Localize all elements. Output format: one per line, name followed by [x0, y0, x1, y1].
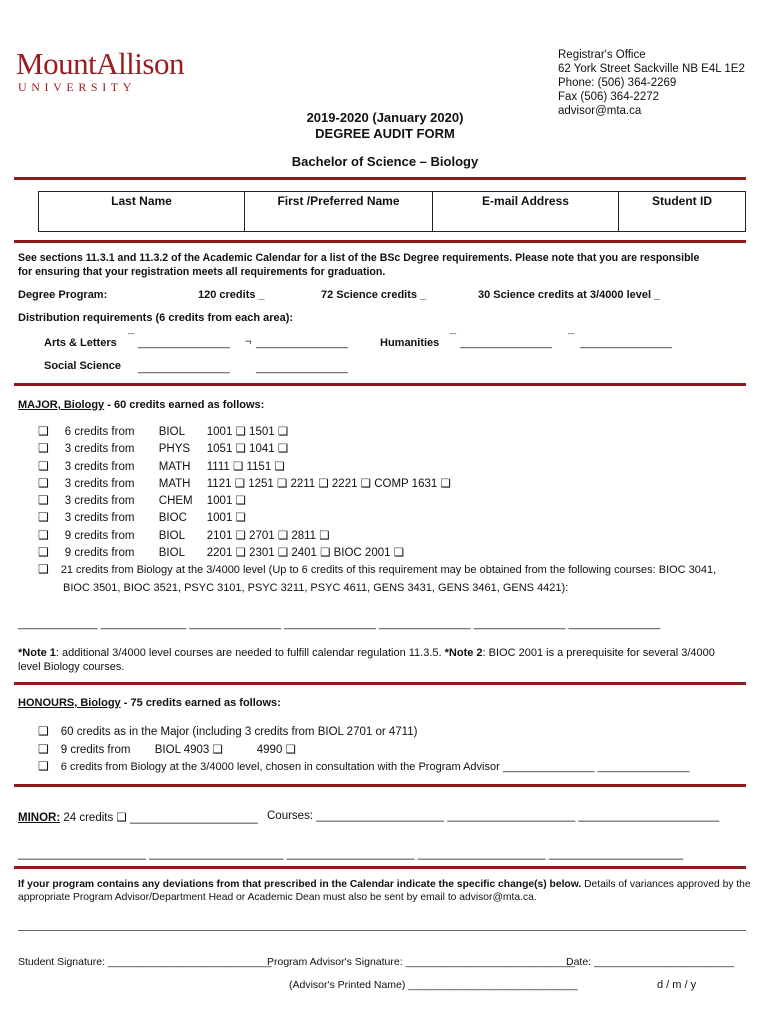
social-blank-2[interactable]: _______________ — [256, 362, 348, 374]
minor-courses[interactable]: Courses: ____________________ ____________________ ______________________ — [267, 810, 720, 822]
honours-requirements: ❑ 60 credits as in the Major (including 3 credits from BIOL 2701 or 4711) ❑ 9 credits from BIOL 4903 ❑ 4990 ❑ ❑ 6 credits from Biology at the 3/4000 level, chosen in consultation with the Program Advisor _______________ _______________ — [38, 724, 690, 773]
checkbox-icon[interactable]: ❑ — [38, 493, 49, 508]
university-logo-sub: UNIVERSITY — [18, 80, 136, 94]
major-row: ❑ 3 credits from MATH 1121 ❑ 1251 ❑ 2211 ❑ 2221 ❑ COMP 1631 ❑ — [38, 475, 451, 490]
minor-label: MINOR: — [18, 812, 61, 824]
upper-level-credits: 30 Science credits at 3/4000 level _ — [478, 289, 661, 301]
checkbox-icon[interactable]: ❑ — [38, 441, 49, 456]
major-requirements — [38, 424, 716, 597]
intro-text: See sections 11.3.1 and 11.3.2 of the Academic Calendar for a list of the BSc Degree requirements. Please note that you are responsible — [18, 252, 700, 264]
check-mark[interactable]: _ — [420, 289, 427, 301]
last-name-field[interactable]: Last Name — [39, 192, 245, 232]
advisor-signature[interactable]: Program Advisor's Signature: _____________________________ — [267, 956, 575, 968]
major-row: ❑ 3 credits from BIOC 1001 ❑ — [38, 510, 246, 525]
elective-blanks[interactable]: _____________ ______________ _______________ _______________ _______________ _______________ _______________ — [18, 618, 661, 630]
checkbox-icon[interactable]: ❑ — [38, 545, 49, 560]
checkbox-icon[interactable]: ❑ — [38, 759, 49, 773]
science-credits-72: 72 Science credits _ — [321, 289, 427, 301]
intro-text: for ensuring that your registration meets all requirements for graduation. — [18, 266, 386, 278]
major-heading: MAJOR, Biology - 60 credits earned as follows: — [18, 399, 265, 411]
registrar-address — [558, 48, 745, 118]
humanities-blank-2[interactable]: _______________ — [580, 337, 672, 349]
divider — [14, 682, 746, 685]
deviations-line[interactable] — [18, 930, 746, 931]
checkbox-icon[interactable]: ❑ — [38, 510, 49, 525]
major-row: ❑ 9 credits from BIOL 2201 ❑ 2301 ❑ 2401 ❑ BIOC 2001 ❑ — [38, 545, 405, 560]
date-format: d / m / y — [657, 979, 697, 991]
major-row-continued: BIOC 3501, BIOC 3521, PSYC 3101, PSYC 3211, PSYC 4611, GENS 3431, GENS 3461, GENS 4421): — [63, 581, 569, 594]
form-title: DEGREE AUDIT FORM — [315, 126, 455, 141]
arts-letters-mark: ¯ — [128, 333, 135, 345]
check-mark[interactable]: _ — [654, 289, 661, 301]
honours-heading: HONOURS, Biology - 75 credits earned as follows: — [18, 697, 281, 709]
major-row: ❑ 3 credits from CHEM 1001 ❑ — [38, 493, 246, 508]
divider — [14, 240, 746, 243]
social-blank-1[interactable]: _______________ — [138, 362, 230, 374]
form-year: 2019-2020 (January 2020) — [306, 110, 464, 125]
email-field[interactable]: E-mail Address — [433, 192, 619, 232]
address-line: Phone: (506) 364-2269 — [558, 77, 677, 89]
first-name-field[interactable]: First /Preferred Name — [245, 192, 433, 232]
humanities-mark: ¯ — [450, 333, 457, 345]
degree-program-label: Degree Program: — [18, 289, 108, 301]
student-info-table — [38, 191, 746, 232]
university-logo: MountAllison — [16, 46, 184, 81]
minor-credits[interactable]: 24 credits ❑ ____________________ — [60, 812, 258, 824]
deviations-text: If your program contains any deviations from that prescribed in the Calendar indicate the specific change(s) below. Details of variances approved by the appropriate Program Advisor/Department Head or Academic Dean must also be sent by email to advisor@mta.ca. — [18, 879, 751, 903]
address-line: Registrar's Office — [558, 49, 646, 61]
divider — [14, 177, 746, 180]
checkbox-icon[interactable]: ❑ — [38, 424, 49, 438]
address-line: 62 York Street Sackville NB E4L 1E2 — [558, 63, 745, 75]
checkbox-icon[interactable]: ❑ — [38, 741, 49, 756]
student-signature[interactable]: Student Signature: ____________________________ — [18, 956, 272, 968]
address-line: Fax (506) 364-2272 — [558, 91, 660, 103]
distribution-label: Distribution requirements (6 credits from each area): — [18, 312, 294, 324]
arts-corner-mark: ¬ — [245, 336, 252, 348]
major-row: ❑ 21 credits from Biology at the 3/4000 level (Up to 6 credits of this requirement may be obtained from the following courses: BIOC 3041, — [38, 562, 717, 577]
major-row: ❑ 9 credits from BIOL 2101 ❑ 2701 ❑ 2811 ❑ — [38, 527, 330, 542]
major-row: ❑ 3 credits from PHYS 1051 ❑ 1041 ❑ — [38, 441, 289, 456]
checkbox-icon[interactable]: ❑ — [38, 724, 49, 738]
arts-blank-2[interactable]: _______________ — [256, 337, 348, 349]
student-id-field[interactable]: Student ID — [619, 192, 746, 232]
advisor-printed-name[interactable]: (Advisor's Printed Name) _____________________________ — [289, 979, 578, 991]
humanities-blank-1[interactable]: _______________ — [460, 337, 552, 349]
arts-letters-label: Arts & Letters — [44, 337, 117, 349]
date-field[interactable]: Date: ________________________ — [566, 956, 735, 968]
divider — [14, 383, 746, 386]
checkbox-icon[interactable]: ❑ — [38, 562, 49, 577]
humanities-mark: ¯ — [568, 333, 575, 345]
divider — [14, 866, 746, 869]
arts-blank-1[interactable]: _______________ — [138, 337, 230, 349]
notes: *Note 1: additional 3/4000 level courses are needed to fulfill calendar regulation 11.3.5. *Note 2: BIOC 2001 is a prerequisite for several 3/4000 level Biology courses. — [18, 647, 715, 673]
credits-120: 120 credits _ — [198, 289, 265, 301]
divider — [14, 784, 746, 787]
social-science-label: Social Science — [44, 360, 122, 372]
major-row: ❑ 6 credits from BIOL 1001 ❑ 1501 ❑ — [38, 424, 289, 438]
checkbox-icon[interactable]: ❑ — [38, 475, 49, 490]
major-row: ❑ 3 credits from MATH 1111 ❑ 1151 ❑ — [38, 458, 285, 473]
address-line: advisor@mta.ca — [558, 105, 642, 117]
minor-row — [18, 810, 258, 824]
check-mark[interactable]: _ — [258, 289, 265, 301]
minor-blanks[interactable]: ____________________ _____________________ ____________________ ____________________ _____________________ — [18, 848, 684, 860]
checkbox-icon[interactable]: ❑ — [38, 458, 49, 473]
checkbox-icon[interactable]: ❑ — [38, 527, 49, 542]
humanities-label: Humanities — [380, 337, 440, 349]
degree-subtitle: Bachelor of Science – Biology — [291, 154, 479, 169]
